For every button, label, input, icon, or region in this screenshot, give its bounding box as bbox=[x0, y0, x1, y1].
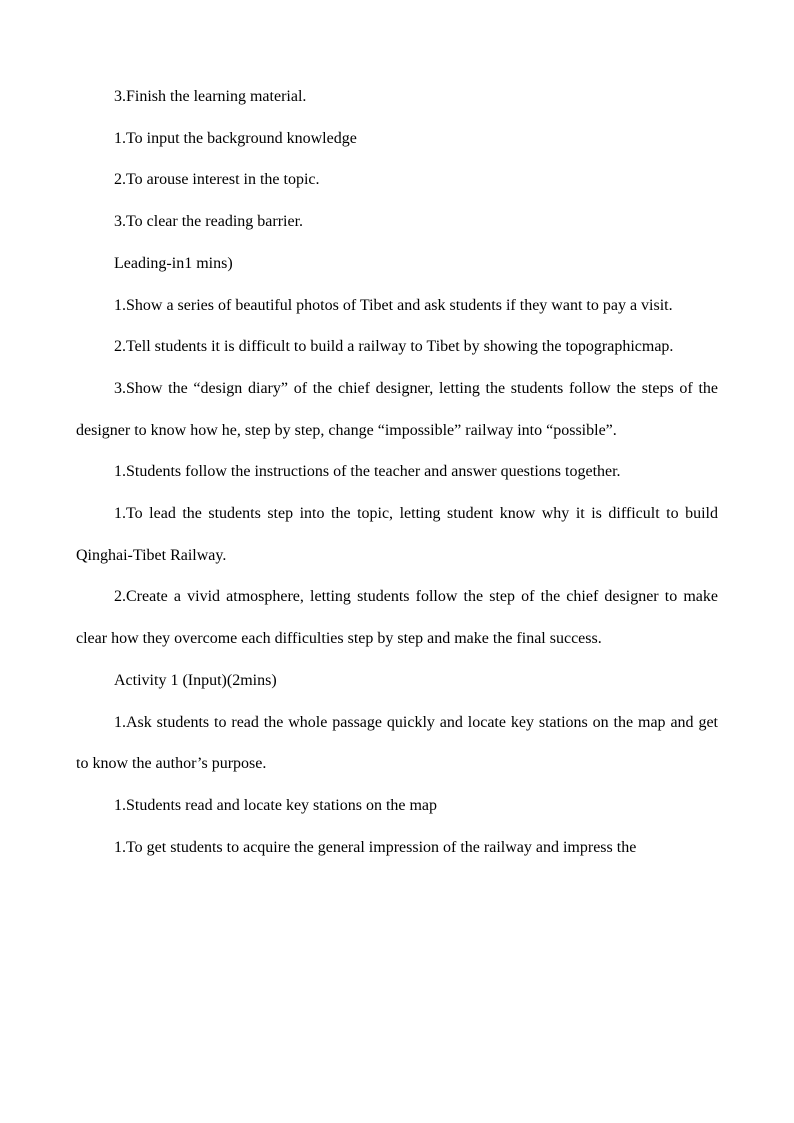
paragraph-clear-barrier: 3.To clear the reading barrier. bbox=[114, 213, 304, 231]
paragraph-students-follow: 1.Students follow the instructions of the teacher and answer questions together. bbox=[114, 463, 621, 481]
paragraph-input-background: 1.To input the background knowledge bbox=[114, 129, 357, 147]
section-heading-leading-in: Leading-in1 mins) bbox=[114, 254, 233, 272]
section-heading-activity-1: Activity 1 (Input)(2mins) bbox=[114, 671, 277, 689]
document-body bbox=[76, 76, 718, 868]
paragraph-finish-learning-material: 3.Finish the learning material. bbox=[114, 88, 307, 105]
paragraph-tell-students: 2.Tell students it is difficult to build a railway to Tibet by showing the topographicmap. bbox=[114, 338, 674, 356]
paragraph-design-diary: 3.Show the “design diary” of the chief designer, letting the students follow the steps of the designer to know how he, step by step, change “impossible” railway into “possible”. bbox=[76, 379, 718, 439]
paragraph-read-passage: 1.Ask students to read the whole passage quickly and locate key stations on the map and get to know the author’s purpose. bbox=[76, 713, 718, 773]
paragraph-general-impression: 1.To get students to acquire the general impression of the railway and impress the bbox=[114, 838, 637, 856]
paragraph-show-photos: 1.Show a series of beautiful photos of Tibet and ask students if they want to pay a visit. bbox=[114, 296, 673, 314]
paragraph-lead-into-topic: 1.To lead the students step into the topic, letting student know why it is difficult to build Qinghai-Tibet Railway. bbox=[76, 505, 718, 564]
paragraph-locate-stations: 1.Students read and locate key stations on the map bbox=[114, 796, 438, 814]
paragraph-arouse-interest: 2.To arouse interest in the topic. bbox=[114, 171, 320, 189]
paragraph-vivid-atmosphere: 2.Create a vivid atmosphere, letting students follow the step of the chief designer to make clear how they overcome each difficulties step by step and make the final success. bbox=[76, 588, 718, 648]
